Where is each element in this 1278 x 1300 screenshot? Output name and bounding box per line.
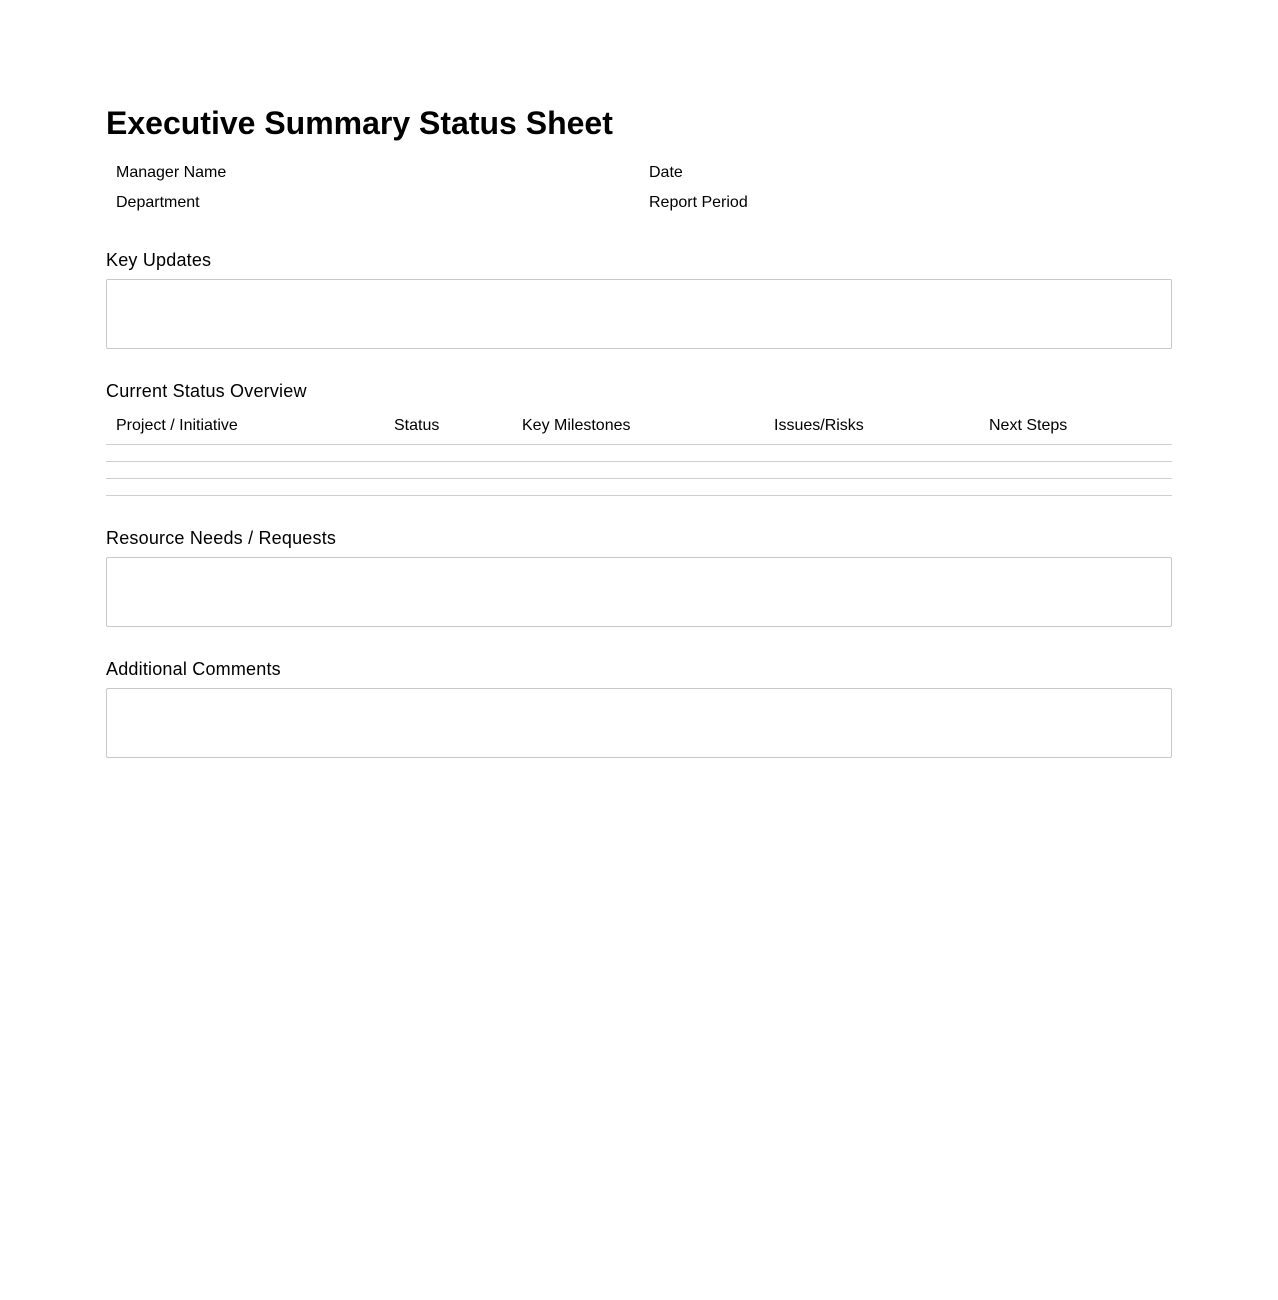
resource-needs-field[interactable] [106,557,1172,627]
page-title: Executive Summary Status Sheet [106,105,613,141]
key-updates-heading: Key Updates [106,250,212,270]
table-row[interactable] [106,445,1172,462]
resource-needs-heading: Resource Needs / Requests [106,528,337,548]
table-row[interactable] [106,462,1172,479]
department-label: Department [116,194,200,211]
additional-comments-field[interactable] [106,688,1172,758]
report-period-label: Report Period [649,194,748,211]
current-status-heading: Current Status Overview [106,381,307,401]
column-header-issues-risks: Issues/Risks [774,417,864,434]
key-updates-field[interactable] [106,279,1172,349]
column-header-project: Project / Initiative [116,417,238,434]
table-row[interactable] [106,479,1172,496]
table-header [106,408,1172,445]
column-header-status: Status [394,417,440,434]
date-label: Date [649,164,683,181]
column-header-key-milestones: Key Milestones [522,417,631,434]
additional-comments-heading: Additional Comments [106,659,281,679]
status-overview-table [106,408,1172,496]
column-header-next-steps: Next Steps [989,417,1068,434]
manager-name-label: Manager Name [116,164,227,181]
